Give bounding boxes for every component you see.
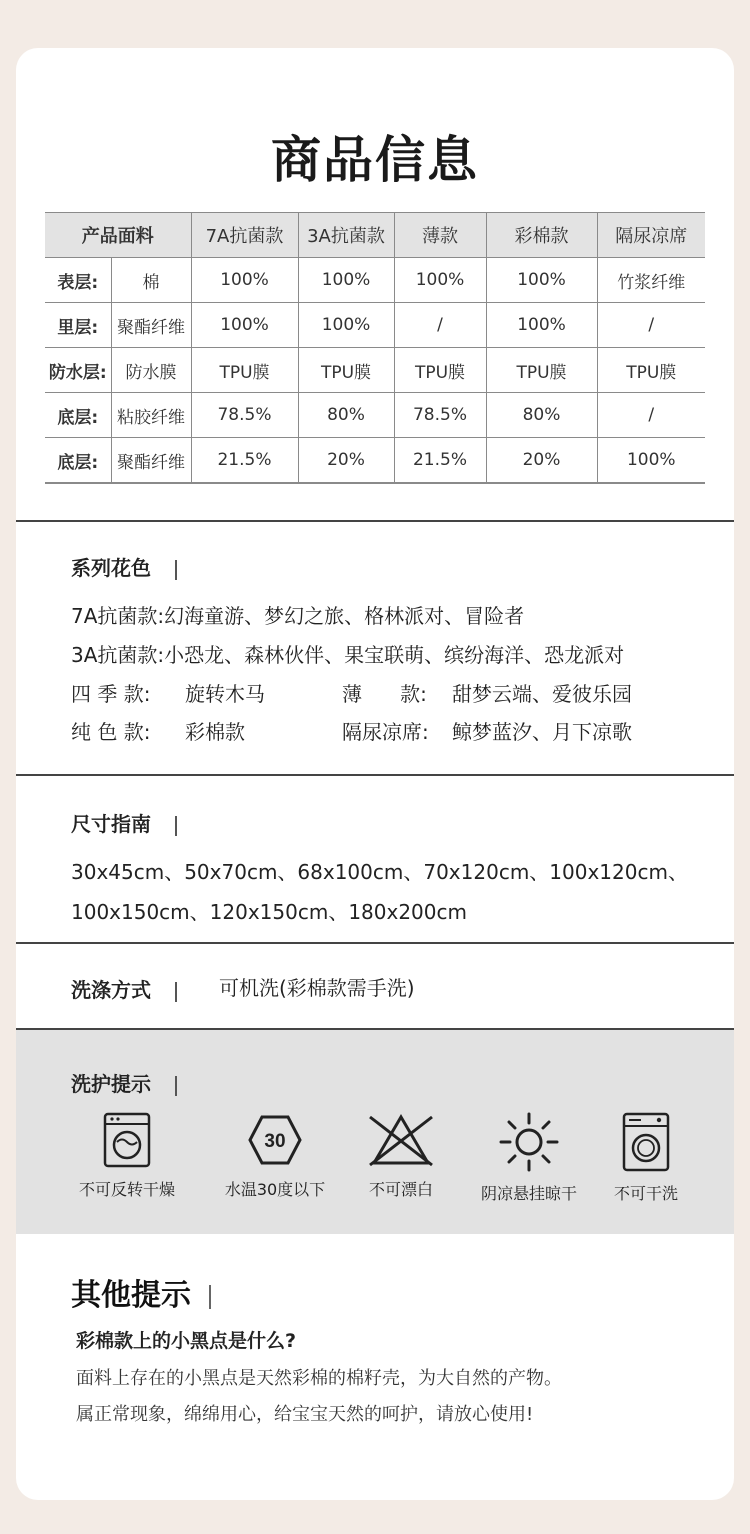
title-bar (175, 1076, 177, 1096)
table-header-row (45, 213, 705, 258)
wash-30-icon (246, 1111, 304, 1169)
value-cell: 100% (394, 258, 486, 303)
no-tumble-dry-icon (102, 1111, 152, 1169)
series-row (71, 716, 632, 745)
table-row (45, 393, 705, 438)
material-cell: 聚酯纤维 (111, 438, 191, 484)
series-section-title (71, 552, 177, 581)
series-label: 纯 色 款: (71, 720, 151, 744)
table-row (45, 303, 705, 348)
no-dry-clean-icon (621, 1111, 671, 1173)
value-cell: TPU膜 (298, 348, 394, 393)
table-row (45, 258, 705, 303)
layer-cell: 里层: (45, 303, 111, 348)
value-cell: / (394, 303, 486, 348)
value-cell: TPU膜 (191, 348, 298, 393)
page-title: 商品信息 (271, 131, 479, 189)
table-header-cell: 隔尿凉席 (597, 213, 705, 258)
value-cell: 80% (486, 393, 597, 438)
sun-icon (498, 1111, 560, 1173)
care-label: 水温30度以下 (224, 1180, 326, 1199)
value-cell: / (597, 393, 705, 438)
table-row (45, 438, 705, 484)
title-bar (175, 982, 177, 1002)
table-header-cell: 彩棉款 (486, 213, 597, 258)
value-cell: TPU膜 (486, 348, 597, 393)
wash-value: 可机洗(彩棉款需手洗) (219, 976, 415, 1000)
material-cell: 粘胶纤维 (111, 393, 191, 438)
other-section-title (71, 1270, 211, 1314)
series-label: 隔尿凉席: (342, 720, 429, 744)
value-cell: 100% (486, 258, 597, 303)
table-header-cell: 薄款 (394, 213, 486, 258)
value-cell: 78.5% (191, 393, 298, 438)
material-cell: 棉 (111, 258, 191, 303)
title-bar (209, 1285, 211, 1309)
table-header-cell: 产品面料 (45, 213, 191, 258)
series-label: 3A抗菌款: (71, 643, 165, 667)
value-cell: 78.5% (394, 393, 486, 438)
fabric-table (45, 212, 705, 484)
value-cell: 80% (298, 393, 394, 438)
other-title-text: 其他提示 (71, 1278, 191, 1313)
wash-30-badge: 30 (264, 1131, 286, 1152)
care-item (52, 1111, 202, 1200)
care-label: 不可反转干燥 (78, 1180, 175, 1199)
divider (16, 520, 734, 522)
value-cell: 竹浆纤维 (597, 258, 705, 303)
material-cell: 防水膜 (111, 348, 191, 393)
series-title-text: 系列花色 (71, 556, 151, 580)
layer-cell: 防水层: (45, 348, 111, 393)
value-cell: 100% (298, 303, 394, 348)
series-value: 小恐龙、森林伙伴、果宝联萌、缤纷海洋、恐龙派对 (164, 643, 625, 667)
care-title-text: 洗护提示 (71, 1072, 151, 1096)
table-header-cell: 3A抗菌款 (298, 213, 394, 258)
info-card (16, 48, 734, 1500)
value-cell: 100% (298, 258, 394, 303)
series-value: 旋转木马 (185, 682, 265, 706)
wash-section-title (71, 974, 177, 1003)
care-section-title (71, 1068, 177, 1097)
table-header-cell: 7A抗菌款 (191, 213, 298, 258)
value-cell: 20% (298, 438, 394, 484)
no-bleach-icon (366, 1111, 436, 1169)
series-row (71, 600, 524, 629)
series-value: 甜梦云端、爱彼乐园 (452, 682, 632, 706)
divider (16, 774, 734, 776)
layer-cell: 表层: (45, 258, 111, 303)
series-label: 四 季 款: (71, 682, 151, 706)
series-value: 鲸梦蓝汐、月下凉歌 (452, 720, 632, 744)
value-cell: 21.5% (191, 438, 298, 484)
layer-cell: 底层: (45, 438, 111, 484)
size-line: 30x45cm、50x70cm、68x100cm、70x120cm、100x120cm、 (71, 860, 688, 884)
title-bar (175, 560, 177, 580)
value-cell: / (597, 303, 705, 348)
divider (16, 942, 734, 944)
question-text: 彩棉款上的小黑点是什么? (76, 1330, 297, 1352)
answer-text: 属正常现象，绵绵用心，给宝宝天然的呵护，请放心使用! (76, 1404, 534, 1425)
size-title-text: 尺寸指南 (71, 812, 151, 836)
value-cell: TPU膜 (394, 348, 486, 393)
value-cell: 100% (191, 303, 298, 348)
value-cell: TPU膜 (597, 348, 705, 393)
value-cell: 100% (597, 438, 705, 484)
series-value: 幻海童游、梦幻之旅、格林派对、冒险者 (164, 604, 525, 628)
value-cell: 100% (486, 303, 597, 348)
value-cell: 100% (191, 258, 298, 303)
answer-text: 面料上存在的小黑点是天然彩棉的棉籽壳，为大自然的产物。 (76, 1368, 562, 1389)
care-item (571, 1111, 721, 1204)
layer-cell: 底层: (45, 393, 111, 438)
size-line: 100x150cm、120x150cm、180x200cm (71, 900, 467, 924)
care-label: 阴凉悬挂晾干 (480, 1184, 577, 1203)
material-cell: 聚酯纤维 (111, 303, 191, 348)
series-label: 薄 款: (342, 682, 427, 706)
value-cell: 20% (486, 438, 597, 484)
size-section-title (71, 808, 177, 837)
divider (16, 1028, 734, 1030)
care-label: 不可漂白 (368, 1180, 433, 1199)
care-label: 不可干洗 (613, 1184, 678, 1203)
table-row (45, 348, 705, 393)
title-bar (175, 816, 177, 836)
value-cell: 21.5% (394, 438, 486, 484)
wash-title-text: 洗涤方式 (71, 978, 151, 1002)
series-row (71, 639, 624, 668)
series-label: 7A抗菌款: (71, 604, 165, 628)
series-value: 彩棉款 (185, 720, 245, 744)
series-row (71, 678, 632, 707)
